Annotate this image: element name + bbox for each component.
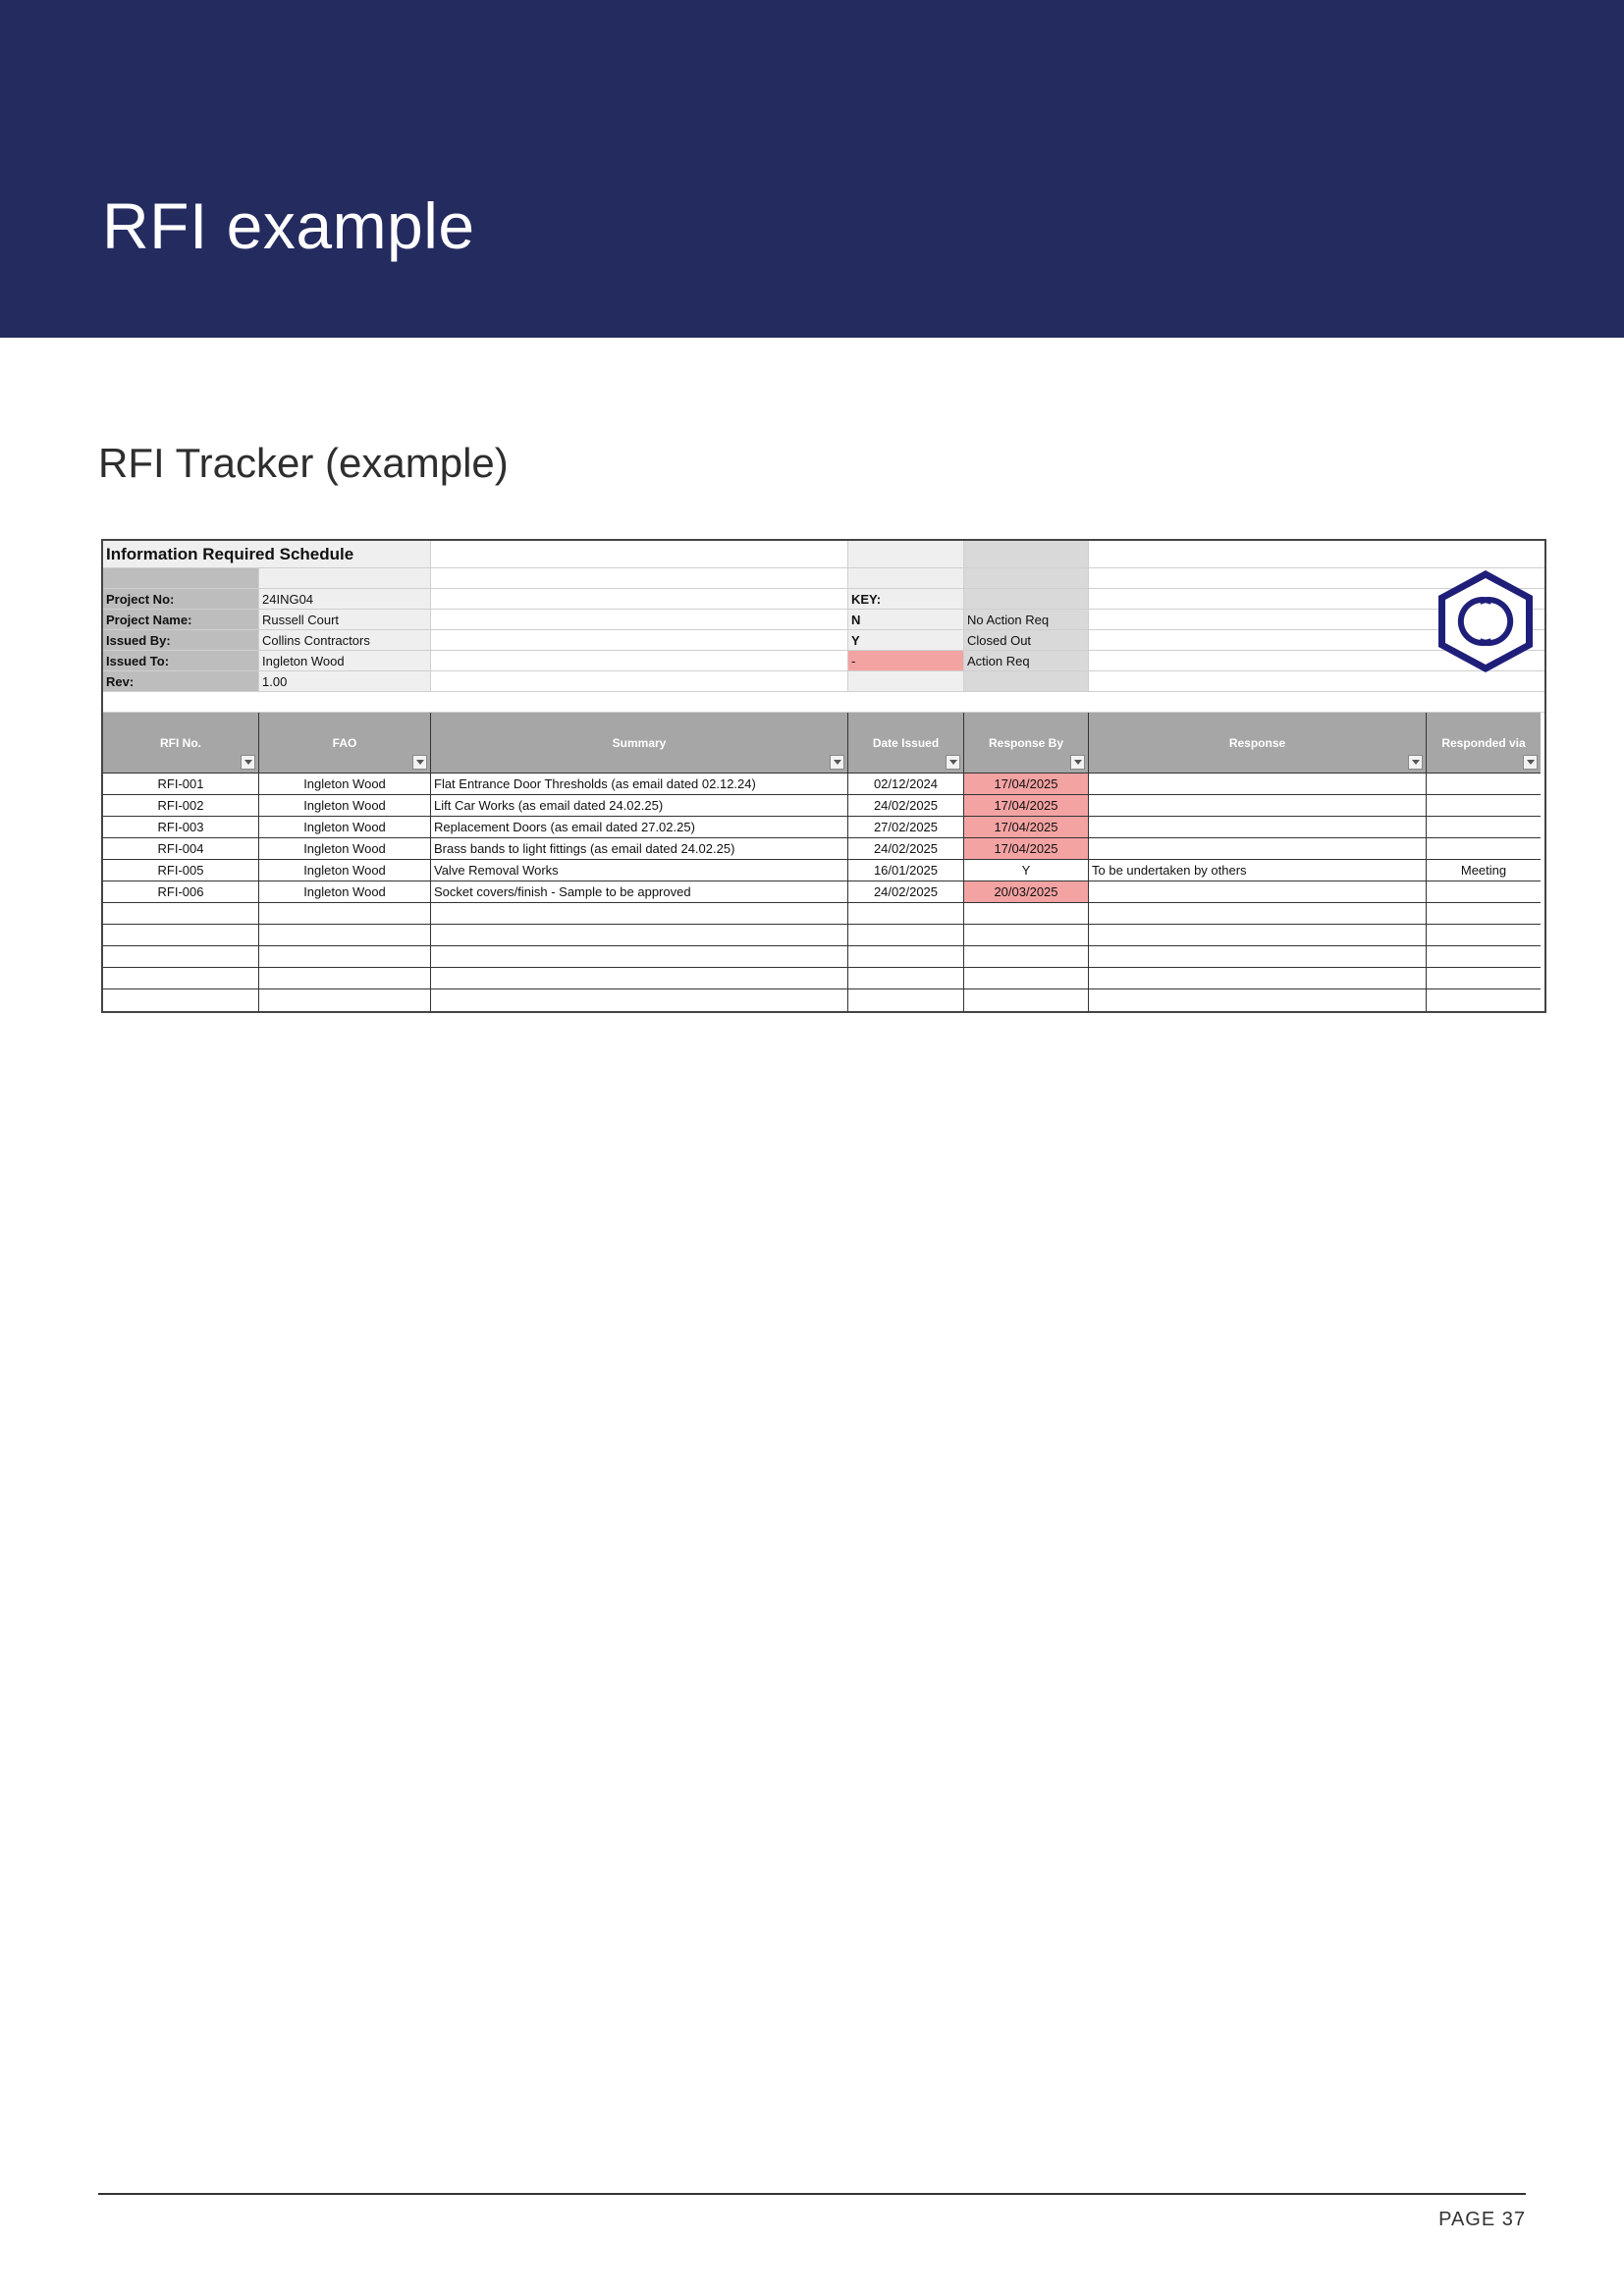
cell-via[interactable] bbox=[1427, 838, 1541, 860]
blank-cell bbox=[431, 610, 848, 630]
cell-rfi[interactable]: RFI-001 bbox=[103, 774, 259, 795]
empty-cell[interactable] bbox=[103, 968, 259, 989]
table-row bbox=[103, 817, 1544, 838]
empty-cell[interactable] bbox=[964, 925, 1089, 946]
blank-cell bbox=[964, 541, 1089, 568]
empty-cell[interactable] bbox=[259, 903, 431, 925]
info-value: Collins Contractors bbox=[259, 630, 431, 651]
filter-dropdown-icon[interactable] bbox=[1070, 755, 1085, 770]
column-header[interactable]: Response bbox=[1089, 713, 1427, 774]
table-row bbox=[103, 881, 1544, 903]
cell-response-by[interactable]: 17/04/2025 bbox=[964, 774, 1089, 795]
info-label: Project No: bbox=[103, 589, 259, 610]
info-value: 24ING04 bbox=[259, 589, 431, 610]
key-meaning: No Action Req bbox=[964, 610, 1089, 630]
key-code: N bbox=[848, 610, 964, 630]
cell-fao[interactable]: Ingleton Wood bbox=[259, 795, 431, 817]
table-body bbox=[103, 774, 1544, 1011]
cell-response[interactable] bbox=[1089, 838, 1427, 860]
cell-fao[interactable]: Ingleton Wood bbox=[259, 774, 431, 795]
filter-dropdown-icon[interactable] bbox=[241, 755, 255, 770]
blank-cell bbox=[103, 568, 259, 589]
cell-summary[interactable]: Brass bands to light fittings (as email dated 24.02.25) bbox=[431, 838, 848, 860]
cell-rfi[interactable]: RFI-003 bbox=[103, 817, 259, 838]
blank-cell bbox=[964, 589, 1089, 610]
key-code: Y bbox=[848, 630, 964, 651]
empty-cell[interactable] bbox=[1089, 925, 1427, 946]
empty-cell[interactable] bbox=[431, 946, 848, 968]
cell-summary[interactable]: Valve Removal Works bbox=[431, 860, 848, 881]
column-header[interactable]: Summary bbox=[431, 713, 848, 774]
cell-date[interactable]: 24/02/2025 bbox=[848, 838, 964, 860]
info-label: Project Name: bbox=[103, 610, 259, 630]
blank-cell bbox=[964, 568, 1089, 589]
key-meaning: Closed Out bbox=[964, 630, 1089, 651]
section-title: RFI Tracker (example) bbox=[98, 440, 509, 486]
info-label: Issued By: bbox=[103, 630, 259, 651]
empty-cell[interactable] bbox=[848, 989, 964, 1011]
empty-cell[interactable] bbox=[103, 946, 259, 968]
column-header[interactable]: Response By bbox=[964, 713, 1089, 774]
empty-cell[interactable] bbox=[431, 903, 848, 925]
cell-fao[interactable]: Ingleton Wood bbox=[259, 817, 431, 838]
empty-cell[interactable] bbox=[1427, 946, 1541, 968]
cell-date[interactable]: 24/02/2025 bbox=[848, 881, 964, 903]
cell-summary[interactable]: Socket covers/finish - Sample to be approved bbox=[431, 881, 848, 903]
empty-cell[interactable] bbox=[431, 989, 848, 1011]
empty-cell[interactable] bbox=[259, 925, 431, 946]
cell-via[interactable] bbox=[1427, 881, 1541, 903]
filter-dropdown-icon[interactable] bbox=[412, 755, 427, 770]
empty-row bbox=[103, 968, 1544, 989]
column-header[interactable]: Date Issued bbox=[848, 713, 964, 774]
sheet-title: Information Required Schedule bbox=[103, 541, 431, 568]
page-title: RFI example bbox=[102, 189, 475, 262]
cell-rfi[interactable]: RFI-002 bbox=[103, 795, 259, 817]
cell-response[interactable] bbox=[1089, 817, 1427, 838]
cell-summary[interactable]: Flat Entrance Door Thresholds (as email dated 02.12.24) bbox=[431, 774, 848, 795]
blank-cell bbox=[848, 568, 964, 589]
empty-cell[interactable] bbox=[964, 968, 1089, 989]
empty-cell[interactable] bbox=[259, 989, 431, 1011]
cell-fao[interactable]: Ingleton Wood bbox=[259, 860, 431, 881]
empty-cell[interactable] bbox=[848, 946, 964, 968]
key-code: - bbox=[848, 651, 964, 671]
filter-dropdown-icon[interactable] bbox=[1523, 755, 1538, 770]
blank-cell bbox=[103, 692, 1544, 713]
filter-dropdown-icon[interactable] bbox=[1408, 755, 1423, 770]
cell-summary[interactable]: Replacement Doors (as email dated 27.02.25) bbox=[431, 817, 848, 838]
empty-cell[interactable] bbox=[1427, 903, 1541, 925]
blank-cell bbox=[848, 541, 964, 568]
info-value: Russell Court bbox=[259, 610, 431, 630]
empty-cell[interactable] bbox=[259, 946, 431, 968]
empty-cell[interactable] bbox=[1427, 925, 1541, 946]
blank-cell bbox=[431, 651, 848, 671]
page-number: PAGE 37 bbox=[1438, 2209, 1526, 2230]
rfi-spreadsheet bbox=[101, 539, 1546, 1013]
cell-summary[interactable]: Lift Car Works (as email dated 24.02.25) bbox=[431, 795, 848, 817]
cell-fao[interactable]: Ingleton Wood bbox=[259, 838, 431, 860]
blank-cell bbox=[431, 589, 848, 610]
empty-cell[interactable] bbox=[1089, 903, 1427, 925]
footer-divider bbox=[98, 2193, 1526, 2195]
empty-cell[interactable] bbox=[103, 925, 259, 946]
empty-cell[interactable] bbox=[1089, 968, 1427, 989]
cell-date[interactable]: 24/02/2025 bbox=[848, 795, 964, 817]
cell-date[interactable]: 02/12/2024 bbox=[848, 774, 964, 795]
info-label: Rev: bbox=[103, 671, 259, 692]
blank-cell bbox=[259, 568, 431, 589]
empty-cell[interactable] bbox=[103, 903, 259, 925]
info-value: 1.00 bbox=[259, 671, 431, 692]
empty-row bbox=[103, 903, 1544, 925]
empty-row bbox=[103, 989, 1544, 1011]
column-header[interactable]: Responded via bbox=[1427, 713, 1541, 774]
empty-row bbox=[103, 946, 1544, 968]
company-logo bbox=[1429, 564, 1543, 678]
empty-cell[interactable] bbox=[1089, 989, 1427, 1011]
blank-cell bbox=[431, 541, 848, 568]
empty-cell[interactable] bbox=[1427, 989, 1541, 1011]
cell-response[interactable]: To be undertaken by others bbox=[1089, 860, 1427, 881]
cell-via[interactable] bbox=[1427, 795, 1541, 817]
empty-cell[interactable] bbox=[431, 925, 848, 946]
filter-dropdown-icon[interactable] bbox=[830, 755, 844, 770]
table-row bbox=[103, 774, 1544, 795]
blank-cell bbox=[431, 671, 848, 692]
empty-cell[interactable] bbox=[964, 989, 1089, 1011]
empty-cell[interactable] bbox=[1089, 946, 1427, 968]
empty-cell[interactable] bbox=[431, 968, 848, 989]
info-block bbox=[103, 541, 1544, 713]
blank-cell bbox=[431, 568, 848, 589]
column-header[interactable]: RFI No. bbox=[103, 713, 259, 774]
cell-response[interactable] bbox=[1089, 881, 1427, 903]
empty-cell[interactable] bbox=[259, 968, 431, 989]
filter-dropdown-icon[interactable] bbox=[946, 755, 960, 770]
key-title: KEY: bbox=[848, 589, 964, 610]
blank-cell bbox=[431, 630, 848, 651]
empty-cell[interactable] bbox=[848, 925, 964, 946]
cell-rfi[interactable]: RFI-005 bbox=[103, 860, 259, 881]
empty-row bbox=[103, 925, 1544, 946]
cell-rfi[interactable]: RFI-004 bbox=[103, 838, 259, 860]
key-meaning: Action Req bbox=[964, 651, 1089, 671]
table-row bbox=[103, 795, 1544, 817]
empty-cell[interactable] bbox=[103, 989, 259, 1011]
cell-response-by[interactable]: 17/04/2025 bbox=[964, 795, 1089, 817]
table-header-row bbox=[103, 713, 1544, 774]
blank-cell bbox=[964, 671, 1089, 692]
header-banner bbox=[0, 0, 1624, 338]
blank-cell bbox=[848, 671, 964, 692]
table-row bbox=[103, 860, 1544, 881]
empty-cell[interactable] bbox=[1427, 968, 1541, 989]
cell-via[interactable] bbox=[1427, 817, 1541, 838]
empty-cell[interactable] bbox=[964, 903, 1089, 925]
cell-via[interactable] bbox=[1427, 774, 1541, 795]
cell-fao[interactable]: Ingleton Wood bbox=[259, 881, 431, 903]
cell-response-by[interactable]: 17/04/2025 bbox=[964, 817, 1089, 838]
cell-via[interactable]: Meeting bbox=[1427, 860, 1541, 881]
empty-cell[interactable] bbox=[964, 946, 1089, 968]
cell-response-by[interactable]: 20/03/2025 bbox=[964, 881, 1089, 903]
cell-response[interactable] bbox=[1089, 774, 1427, 795]
empty-cell[interactable] bbox=[848, 903, 964, 925]
empty-cell[interactable] bbox=[848, 968, 964, 989]
cell-response-by[interactable]: Y bbox=[964, 860, 1089, 881]
cell-rfi[interactable]: RFI-006 bbox=[103, 881, 259, 903]
cell-date[interactable]: 27/02/2025 bbox=[848, 817, 964, 838]
cell-date[interactable]: 16/01/2025 bbox=[848, 860, 964, 881]
info-label: Issued To: bbox=[103, 651, 259, 671]
cell-response[interactable] bbox=[1089, 795, 1427, 817]
cell-response-by[interactable]: 17/04/2025 bbox=[964, 838, 1089, 860]
table-row bbox=[103, 838, 1544, 860]
column-header[interactable]: FAO bbox=[259, 713, 431, 774]
info-value: Ingleton Wood bbox=[259, 651, 431, 671]
